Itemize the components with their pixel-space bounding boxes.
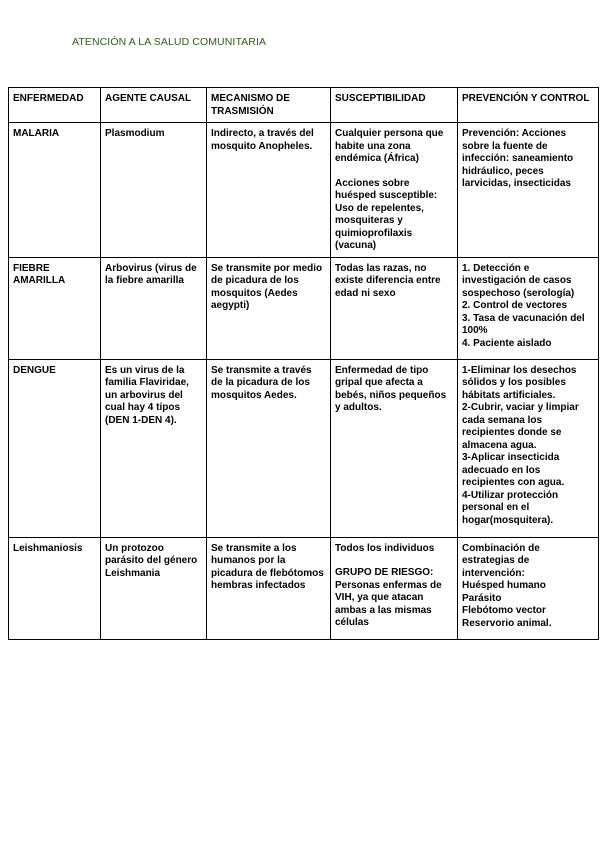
column-header: ENFERMEDAD [9, 88, 101, 123]
disease-cell: Leishmaniosis [9, 537, 101, 639]
column-header: PREVENCIÓN Y CONTROL [458, 88, 599, 123]
susceptibility-paragraph: Todas las razas, no existe diferencia entre edad ni sexo [335, 262, 441, 299]
transmission-cell: Se transmite a los humanos por la picadura de flebótomos hembras infectados [207, 537, 331, 639]
prevention-cell [458, 257, 599, 359]
prevention-item: Parásito [462, 592, 502, 604]
susceptibility-cell [331, 123, 458, 258]
prevention-item: 2-Cubrir, vaciar y limpiar cada semana los recipientes donde se almacena agua. [462, 402, 579, 451]
susceptibility-paragraph: Todos los individuos [335, 542, 435, 554]
prevention-item: 2. Control de vectores [462, 300, 568, 311]
agent-cell: Plasmodium [101, 123, 207, 258]
prevention-item: 4-Utilizar protección personal en el hogar(mosquitera). [462, 489, 559, 526]
disease-cell: DENGUE [9, 359, 101, 537]
susceptibility-cell [331, 537, 458, 639]
column-header: SUSCEPTIBILIDAD [331, 88, 458, 123]
table-row [9, 257, 599, 359]
susceptibility-paragraph: Enfermedad de tipo gripal que afecta a bebés, niños pequeños y adultos. [335, 364, 447, 413]
prevention-item: 3-Aplicar insecticida adecuado en los recipientes con agua. [462, 452, 565, 488]
susceptibility-cell [331, 257, 458, 359]
agent-cell: Es un virus de la familia Flaviridae, un arbovirus del cual hay 4 tipos (DEN 1-DEN 4). [101, 359, 207, 537]
table-header-row [9, 88, 599, 123]
column-header: MECANISMO DE TRASMISIÓN [207, 88, 331, 123]
susceptibility-paragraph: Acciones sobre huésped susceptible: Uso de repelentes, mosquiteras y quimioprofilaxis (vacuna) [335, 177, 438, 251]
table-row [9, 123, 599, 258]
disease-table [8, 87, 599, 640]
prevention-item: 4. Paciente aislado [462, 337, 552, 349]
transmission-cell: Se transmite a través de la picadura de los mosquitos Aedes. [207, 359, 331, 537]
prevention-cell [458, 537, 599, 639]
table-row [9, 359, 599, 537]
page-header-title: ATENCIÓN A LA SALUD COMUNITARIA [72, 36, 267, 48]
agent-cell: Arbovirus (virus de la fiebre amarilla [101, 257, 207, 359]
table-row [9, 537, 599, 639]
susceptibility-cell [331, 359, 458, 537]
susceptibility-paragraph: Cualquier persona que habite una zona endémica (África) [335, 128, 444, 164]
prevention-item: Reservorio animal. [462, 617, 552, 629]
prevention-cell [458, 359, 599, 537]
prevention-item: Combinación de estrategias de intervención: [462, 542, 540, 579]
susceptibility-paragraph: GRUPO DE RIESGO: Personas enfermas de VIH, ya que atacan ambas a las mismas células [335, 567, 442, 628]
column-header: AGENTE CAUSAL [101, 88, 207, 123]
agent-cell: Un protozoo parásito del género Leishmania [101, 537, 207, 639]
transmission-cell: Se transmite por medio de picadura de los mosquitos (Aedes aegypti) [207, 257, 331, 359]
prevention-item: 1-Eliminar los desechos sólidos y los posibles hábitats artificiales. [462, 364, 577, 401]
prevention-item: Huésped humano [462, 580, 546, 591]
prevention-item: Flebótomo vector [462, 605, 546, 616]
disease-cell: MALARIA [9, 123, 101, 258]
transmission-cell: Indirecto, a través del mosquito Anopheles. [207, 123, 331, 258]
disease-cell: FIEBRE AMARILLA [9, 257, 101, 359]
prevention-cell: Prevención: Acciones sobre la fuente de infección: saneamiento hidráulico, peces larvicidas, insecticidas [458, 123, 599, 258]
prevention-item: 1. Detección e investigación de casos sospechoso (serología) [462, 262, 575, 299]
prevention-item: 3. Tasa de vacunación del 100% [462, 312, 585, 336]
